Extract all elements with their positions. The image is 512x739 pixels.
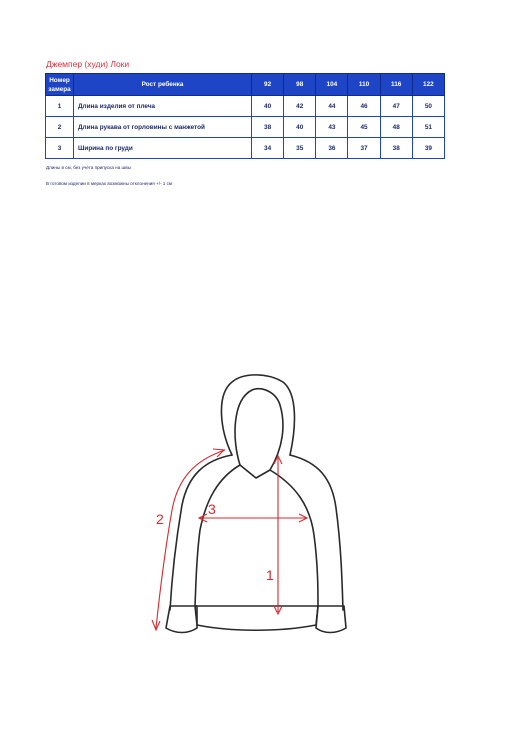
row-value: 46 xyxy=(348,96,380,117)
row-value: 40 xyxy=(284,117,316,138)
row-value: 50 xyxy=(412,96,444,117)
row-value: 38 xyxy=(252,117,284,138)
header-size: 110 xyxy=(348,74,380,96)
header-name: Рост ребенка xyxy=(74,74,252,96)
header-size: 92 xyxy=(252,74,284,96)
header-size: 98 xyxy=(284,74,316,96)
row-value: 47 xyxy=(380,96,412,117)
row-value: 36 xyxy=(316,138,348,159)
header-size: 122 xyxy=(412,74,444,96)
hood-front xyxy=(240,465,270,478)
header-number-line1: Номер xyxy=(49,76,70,84)
hem-band xyxy=(195,606,318,630)
row-value: 40 xyxy=(252,96,284,117)
row-value: 35 xyxy=(284,138,316,159)
row-name: Ширина по груди xyxy=(74,138,252,159)
measure-3-label: 3 xyxy=(208,501,216,517)
page-title: Джемпер (худи) Локи xyxy=(46,59,130,69)
right-sleeve-outer xyxy=(290,455,343,610)
row-number: 1 xyxy=(46,96,74,117)
hood-opening xyxy=(235,389,283,470)
header-size: 104 xyxy=(316,74,348,96)
row-value: 39 xyxy=(412,138,444,159)
measure-2-label: 2 xyxy=(156,511,164,527)
note-tolerance: В готовом изделии в мерках возможны отклонения +/- 1 см xyxy=(46,181,173,186)
row-value: 44 xyxy=(316,96,348,117)
measurement-marks xyxy=(152,449,307,630)
measure-1-label: 1 xyxy=(266,567,274,583)
row-value: 38 xyxy=(380,138,412,159)
row-value: 45 xyxy=(348,117,380,138)
row-number: 3 xyxy=(46,138,74,159)
row-value: 43 xyxy=(316,117,348,138)
hood-outline xyxy=(221,375,294,455)
right-cuff xyxy=(316,606,346,633)
measure-2-line xyxy=(156,450,225,628)
right-raglan-seam xyxy=(270,470,318,606)
header-size: 116 xyxy=(380,74,412,96)
row-value: 51 xyxy=(412,117,444,138)
row-number: 2 xyxy=(46,117,74,138)
hoodie-outline xyxy=(166,375,346,633)
note-units: Длины в см, без учета припуска на швы xyxy=(46,165,131,170)
measure-2-arrow-top xyxy=(213,449,224,457)
header-number-line2: замера xyxy=(48,85,71,93)
row-value: 48 xyxy=(380,117,412,138)
left-raglan-seam xyxy=(195,465,240,606)
row-value: 37 xyxy=(348,138,380,159)
row-value: 42 xyxy=(284,96,316,117)
row-value: 34 xyxy=(252,138,284,159)
row-name: Длина рукава от горловины с манжетой xyxy=(74,117,252,138)
row-name: Длина изделия от плеча xyxy=(74,96,252,117)
